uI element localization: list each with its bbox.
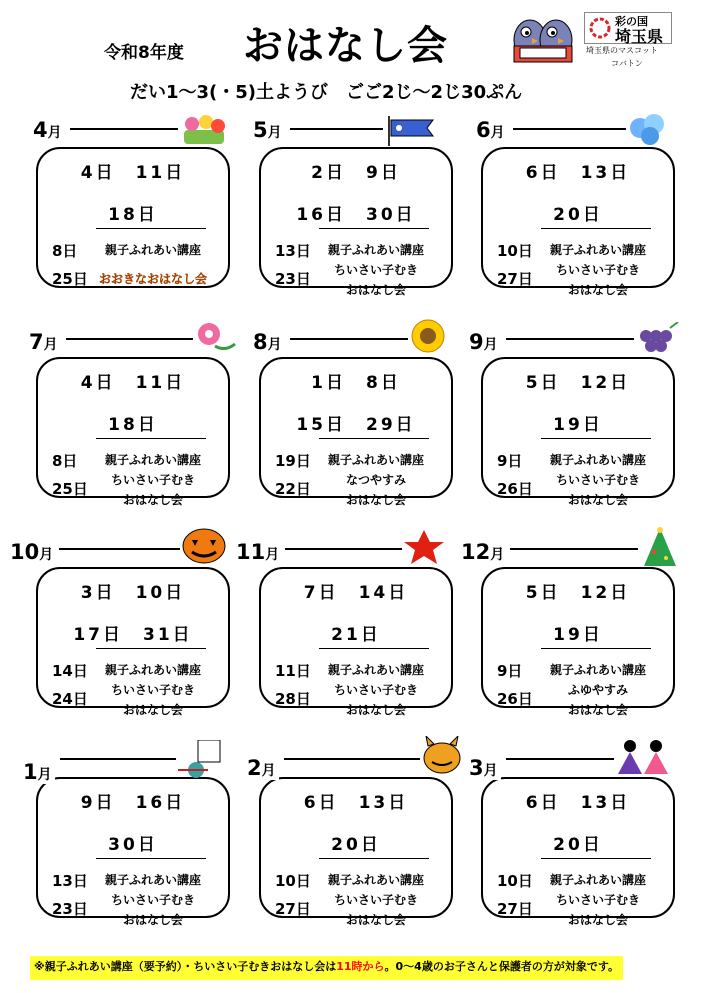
event-date: 9日 — [497, 662, 523, 680]
event-date: 27日 — [275, 900, 311, 918]
month-number: 8 — [253, 330, 268, 354]
event-date: 27日 — [497, 900, 533, 918]
event-date: 9日 — [497, 452, 523, 470]
event-title: ちいさい子むき — [110, 473, 195, 487]
event-date: 10日 — [497, 242, 533, 260]
month-divider — [319, 438, 429, 439]
month-number: 7 — [29, 330, 44, 354]
story-dates-row-2: 30日 — [108, 835, 158, 855]
month-divider — [319, 648, 429, 649]
event-title: 親子ふれあい講座 — [327, 243, 424, 257]
event-subtitle: おはなし会 — [567, 493, 628, 507]
event-title: ちいさい子むき — [110, 893, 195, 907]
fiscal-year: 令和8年度 — [104, 43, 184, 63]
event-title: 親子ふれあい講座 — [549, 663, 646, 677]
month-divider — [96, 858, 206, 859]
event-title: 親子ふれあい講座 — [327, 873, 424, 887]
month-header-rule — [510, 548, 638, 550]
event-date: 26日 — [497, 480, 533, 498]
story-dates-row-2: 20日 — [331, 835, 381, 855]
story-dates-row-2: 15日 29日 — [296, 415, 416, 435]
month-divider — [319, 858, 429, 859]
grapes-icon — [636, 322, 682, 360]
month-divider — [541, 648, 651, 649]
month-unit: 月 — [490, 125, 505, 141]
month-header-rule — [290, 128, 383, 130]
month-label — [244, 756, 279, 780]
event-subtitle: おはなし会 — [345, 283, 406, 297]
event-title: 親子ふれあい講座 — [327, 663, 424, 677]
month-number: 5 — [253, 118, 268, 142]
event-title: 親子ふれあい講座 — [104, 453, 201, 467]
month-unit: 月 — [261, 763, 276, 779]
koinobori-carp-streamer-icon — [385, 116, 435, 152]
month-number: 9 — [469, 330, 484, 354]
prefecture-tagline: 彩の国 — [615, 15, 648, 28]
event-title: おおきなおはなし会 — [98, 272, 207, 286]
footer-note-pre: ※親子ふれあい講座（要予約）・ちいさい子むきおはなし会は — [34, 960, 337, 973]
hina-dolls-icon — [616, 736, 670, 780]
footer-note-post: 。0～4歳のお子さんと保護者の方が対象です。 — [384, 960, 619, 973]
month-header-rule — [506, 758, 614, 760]
month-divider — [96, 228, 206, 229]
event-title: ちいさい子むき — [333, 683, 418, 697]
month-unit: 月 — [483, 337, 498, 353]
event-title: 親子ふれあい講座 — [104, 243, 201, 257]
prefecture-name: 埼玉県 — [615, 27, 664, 46]
month-number: 2 — [247, 756, 262, 780]
month-unit: 月 — [265, 547, 280, 563]
month-label — [233, 540, 282, 564]
event-subtitle: おはなし会 — [122, 493, 183, 507]
prefecture-emblem-icon — [589, 17, 611, 39]
month-divider — [541, 438, 651, 439]
event-date: 10日 — [275, 872, 311, 890]
month-header-rule — [60, 758, 176, 760]
month-unit: 月 — [37, 767, 52, 783]
story-dates-row-2: 19日 — [553, 625, 603, 645]
event-date: 27日 — [497, 270, 533, 288]
month-label — [458, 540, 507, 564]
story-dates-row-1: 9日 16日 — [80, 793, 186, 813]
event-subtitle: おはなし会 — [345, 493, 406, 507]
story-dates-row-2: 21日 — [331, 625, 381, 645]
month-divider — [541, 858, 651, 859]
footer-note — [30, 956, 623, 980]
story-dates-row-1: 6日 13日 — [525, 793, 631, 813]
month-label — [26, 330, 61, 354]
hydrangea-icon — [628, 112, 668, 152]
event-date: 26日 — [497, 690, 533, 708]
month-label — [466, 330, 501, 354]
mascot-name: コバトン — [611, 59, 643, 68]
event-date: 8日 — [52, 242, 78, 260]
story-dates-row-2: 17日 31日 — [73, 625, 193, 645]
footer-note-time: 11時から — [336, 960, 385, 973]
month-divider — [319, 228, 429, 229]
month-divider — [541, 228, 651, 229]
event-date: 23日 — [52, 900, 88, 918]
mascot-caption: 埼玉県のマスコット — [586, 46, 658, 55]
story-dates-row-1: 4日 11日 — [80, 163, 186, 183]
story-dates-row-1: 5日 12日 — [525, 373, 631, 393]
event-title: ちいさい子むき — [555, 473, 640, 487]
event-subtitle: おはなし会 — [345, 913, 406, 927]
month-label — [20, 760, 55, 784]
month-label — [7, 540, 56, 564]
month-number: 1 — [23, 760, 38, 784]
event-title: ふゆやすみ — [567, 683, 628, 697]
story-dates-row-2: 18日 — [108, 205, 158, 225]
month-header-rule — [59, 548, 180, 550]
story-dates-row-2: 19日 — [553, 415, 603, 435]
month-header-rule — [70, 128, 178, 130]
event-title: 親子ふれあい講座 — [549, 453, 646, 467]
story-dates-row-2: 20日 — [553, 835, 603, 855]
new-year-decoration-icon — [178, 740, 224, 784]
event-title: 親子ふれあい講座 — [549, 873, 646, 887]
month-divider — [96, 648, 206, 649]
event-title: ちいさい子むき — [555, 893, 640, 907]
tulip-flowers-icon — [180, 112, 228, 152]
event-date: 19日 — [275, 452, 311, 470]
event-date: 23日 — [275, 270, 311, 288]
event-subtitle: おはなし会 — [567, 913, 628, 927]
story-dates-row-1: 2日 9日 — [311, 163, 401, 183]
event-date: 14日 — [52, 662, 88, 680]
month-number: 11 — [236, 540, 266, 564]
event-title: 親子ふれあい講座 — [104, 873, 201, 887]
jack-o-lantern-icon — [182, 526, 228, 570]
month-number: 10 — [10, 540, 40, 564]
story-dates-row-1: 7日 14日 — [303, 583, 409, 603]
event-date: 13日 — [52, 872, 88, 890]
month-header-rule — [513, 128, 626, 130]
month-label — [473, 118, 508, 142]
story-dates-row-1: 1日 8日 — [311, 373, 401, 393]
story-dates-row-1: 6日 13日 — [525, 163, 631, 183]
event-subtitle: おはなし会 — [567, 703, 628, 717]
event-title: 親子ふれあい講座 — [549, 243, 646, 257]
month-header-rule — [284, 758, 420, 760]
story-dates-row-1: 6日 13日 — [303, 793, 409, 813]
sunflower-icon — [410, 318, 448, 360]
event-title: なつやすみ — [345, 473, 406, 487]
month-header-rule — [290, 338, 408, 340]
christmas-tree-icon — [640, 526, 680, 576]
event-subtitle: おはなし会 — [345, 703, 406, 717]
schedule-subtitle: だい1～3(・5)土ようび ごご2じ～2じ30ぷん — [130, 82, 523, 103]
month-number: 12 — [461, 540, 491, 564]
event-date: 10日 — [497, 872, 533, 890]
event-subtitle: おはなし会 — [122, 913, 183, 927]
story-dates-row-1: 3日 10日 — [80, 583, 186, 603]
month-label — [250, 118, 285, 142]
event-date: 22日 — [275, 480, 311, 498]
event-title: 親子ふれあい講座 — [327, 453, 424, 467]
month-unit: 月 — [47, 125, 62, 141]
month-number: 4 — [33, 118, 48, 142]
month-unit: 月 — [39, 547, 54, 563]
story-dates-row-1: 5日 12日 — [525, 583, 631, 603]
story-dates-row-2: 18日 — [108, 415, 158, 435]
month-unit: 月 — [43, 337, 58, 353]
story-dates-row-2: 16日 30日 — [296, 205, 416, 225]
event-subtitle: おはなし会 — [122, 703, 183, 717]
morning-glory-icon — [195, 320, 237, 358]
event-date: 28日 — [275, 690, 311, 708]
story-dates-row-1: 4日 11日 — [80, 373, 186, 393]
month-unit: 月 — [483, 763, 498, 779]
story-dates-row-2: 20日 — [553, 205, 603, 225]
event-date: 13日 — [275, 242, 311, 260]
event-date: 8日 — [52, 452, 78, 470]
event-title: ちいさい子むき — [555, 263, 640, 277]
event-title: ちいさい子むき — [333, 893, 418, 907]
autumn-leaves-icon — [404, 528, 446, 570]
month-header-rule — [66, 338, 193, 340]
event-date: 25日 — [52, 480, 88, 498]
event-date: 11日 — [275, 662, 311, 680]
month-divider — [96, 438, 206, 439]
event-date: 24日 — [52, 690, 88, 708]
month-unit: 月 — [490, 547, 505, 563]
month-number: 3 — [469, 756, 484, 780]
month-header-rule — [506, 338, 634, 340]
event-subtitle: おはなし会 — [567, 283, 628, 297]
page-title: おはなし会 — [243, 23, 448, 69]
oni-demon-mask-icon — [422, 736, 464, 780]
event-title: ちいさい子むき — [333, 263, 418, 277]
event-title: 親子ふれあい講座 — [104, 663, 201, 677]
event-title: ちいさい子むき — [110, 683, 195, 697]
month-label — [30, 118, 65, 142]
month-number: 6 — [476, 118, 491, 142]
month-header-rule — [285, 548, 402, 550]
month-label — [250, 330, 285, 354]
event-date: 25日 — [52, 270, 88, 288]
month-unit: 月 — [267, 337, 282, 353]
month-unit: 月 — [267, 125, 282, 141]
month-label — [466, 756, 501, 780]
